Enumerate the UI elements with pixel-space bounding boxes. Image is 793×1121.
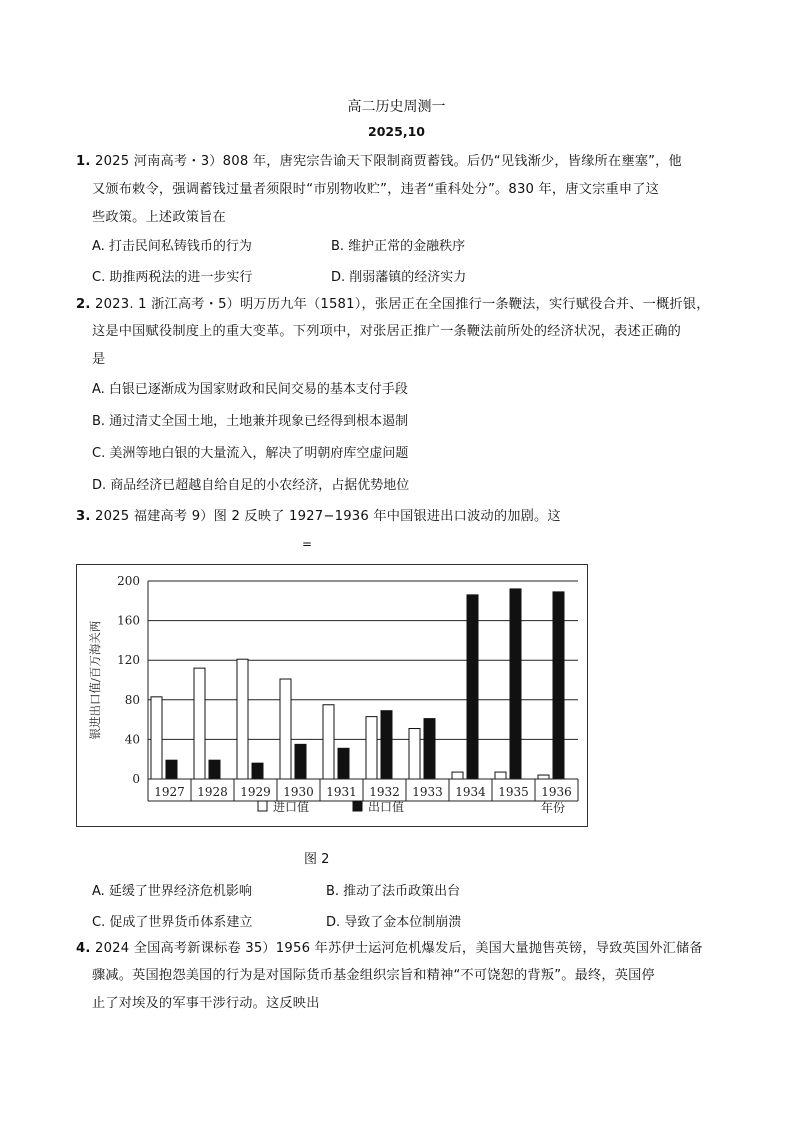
bar-import-1934: [452, 772, 463, 779]
question-2-number: 2.: [76, 297, 91, 312]
y-tick-label-0: 0: [132, 772, 140, 786]
bar-export-1927: [166, 760, 177, 779]
question-4-line-2: 骤减。英国抱怨美国的行为是对国际货币基金组织宗旨和精神“不可饶恕的背叛”。最终，英国停: [92, 968, 655, 983]
x-tick-label-1933: 1933: [412, 785, 443, 799]
bar-export-1931: [338, 748, 349, 779]
legend-label-import: 进口值: [273, 800, 310, 814]
y-axis-label: 银进出口值/百万海关两: [88, 620, 102, 740]
legend-swatch-export: [353, 801, 362, 811]
question-4-number: 4.: [76, 941, 91, 956]
bar-import-1927: [151, 697, 162, 779]
question-2-line-2: 这是中国赋役制度上的重大变革。下列项中，对张居正推广一条鞭法前所处的经济状况，表述正确的: [92, 324, 682, 339]
question-2-text-1: 2023. 1 浙江高考・5）明万历九年（1581），张居正在全国推行一条鞭法，实行赋役合并、一概折银，: [95, 297, 710, 312]
y-tick-label-80: 80: [124, 692, 140, 707]
question-2-line-1: [76, 293, 710, 312]
y-tick-label-40: 40: [124, 732, 140, 747]
bar-import-1932: [366, 717, 377, 779]
question-3-text-1: 2025 福建高考 9）图 2 反映了 1927−1936 年中国银进出口波动的加剧。这: [95, 509, 561, 524]
question-3-option-a[interactable]: A. 延缓了世界经济危机影响: [92, 884, 252, 899]
x-tick-label-1932: 1932: [369, 785, 400, 799]
bar-export-1936: [553, 592, 564, 779]
bar-import-1931: [323, 705, 334, 779]
y-tick-label-200: 200: [117, 574, 140, 588]
bar-import-1933: [409, 729, 420, 779]
question-1-line-1: [76, 150, 682, 169]
x-tick-label-1936: 1936: [541, 785, 572, 799]
question-1-option-d[interactable]: D. 削弱藩镇的经济实力: [331, 270, 467, 285]
question-1-text-1: 2025 河南高考・3）808 年，唐宪宗告谕天下限制商贾蓄钱。后仍“见钱渐少，皆缘所在壅塞”，他: [95, 154, 682, 169]
x-tick-label-1931: 1931: [326, 785, 357, 799]
x-tick-label-1934: 1934: [455, 785, 486, 799]
x-axis-label: 年份: [541, 801, 566, 815]
question-1-option-b[interactable]: B. 维护正常的金融秩序: [331, 239, 466, 254]
question-3-number: 3.: [76, 509, 91, 524]
question-4-line-1: [76, 937, 703, 956]
silver-trade-chart: [76, 564, 588, 827]
question-1-option-a[interactable]: A. 打击民间私铸钱币的行为: [92, 239, 252, 254]
bar-export-1929: [252, 763, 263, 779]
bar-import-1936: [538, 775, 549, 779]
question-4-text-1: 2024 全国高考新课标卷 35）1956 年苏伊士运河危机爆发后，美国大量抛售英镑，导致英国外汇储备: [95, 941, 703, 956]
x-tick-label-1928: 1928: [197, 785, 228, 799]
question-3-line-1: [76, 505, 561, 524]
figure-caption: 图 2: [304, 852, 330, 867]
bar-import-1935: [495, 772, 506, 779]
paper-title: 高二历史周测一: [347, 99, 446, 115]
x-tick-label-1935: 1935: [498, 785, 529, 799]
bar-export-1933: [424, 719, 435, 779]
question-1-number: 1.: [76, 154, 91, 169]
bar-export-1935: [510, 589, 521, 779]
question-2-option-d[interactable]: D. 商品经济已超越自给自足的小农经济，占据优势地位: [92, 478, 410, 493]
question-1-line-3: 些政策。上述政策旨在: [92, 210, 226, 225]
chart-svg: [77, 565, 587, 826]
question-1-option-c[interactable]: C. 助推两税法的进一步实行: [92, 270, 253, 285]
legend-swatch-import: [258, 801, 267, 811]
bar-export-1930: [295, 744, 306, 779]
bar-export-1928: [209, 760, 220, 779]
x-tick-label-1927: 1927: [154, 785, 185, 799]
paper-date: 2025,10: [368, 124, 425, 139]
y-tick-label-120: 120: [117, 653, 140, 668]
question-3-option-b[interactable]: B. 推动了法币政策出台: [326, 884, 461, 899]
bar-import-1928: [194, 668, 205, 779]
question-2-option-a[interactable]: A. 白银已逐渐成为国家财政和民间交易的基本支付手段: [92, 382, 408, 397]
question-2-line-3: 是: [92, 352, 106, 367]
question-1-line-2: 又颁布敕令，强调蓄钱过量者须限时“市别物收贮”，违者“重科处分”。830 年，唐文宗重申了这: [92, 182, 660, 197]
x-tick-label-1930: 1930: [283, 785, 314, 799]
bar-export-1932: [381, 711, 392, 779]
stray-mark: =: [302, 537, 313, 551]
question-3-option-d[interactable]: D. 导致了金本位制崩溃: [326, 915, 462, 930]
question-3-option-c[interactable]: C. 促成了世界货币体系建立: [92, 915, 253, 930]
legend-label-export: 出口值: [368, 800, 405, 814]
question-4-line-3: 止了对埃及的军事干涉行动。这反映出: [92, 996, 320, 1011]
question-2-option-c[interactable]: C. 美洲等地白银的大量流入，解决了明朝府库空虚问题: [92, 446, 409, 461]
bar-import-1929: [237, 659, 248, 779]
bar-import-1930: [280, 679, 291, 779]
y-tick-label-160: 160: [117, 613, 140, 628]
question-2-option-b[interactable]: B. 通过清丈全国土地，土地兼并现象已经得到根本遏制: [92, 414, 409, 429]
x-tick-label-1929: 1929: [240, 785, 271, 799]
bar-export-1934: [467, 595, 478, 779]
